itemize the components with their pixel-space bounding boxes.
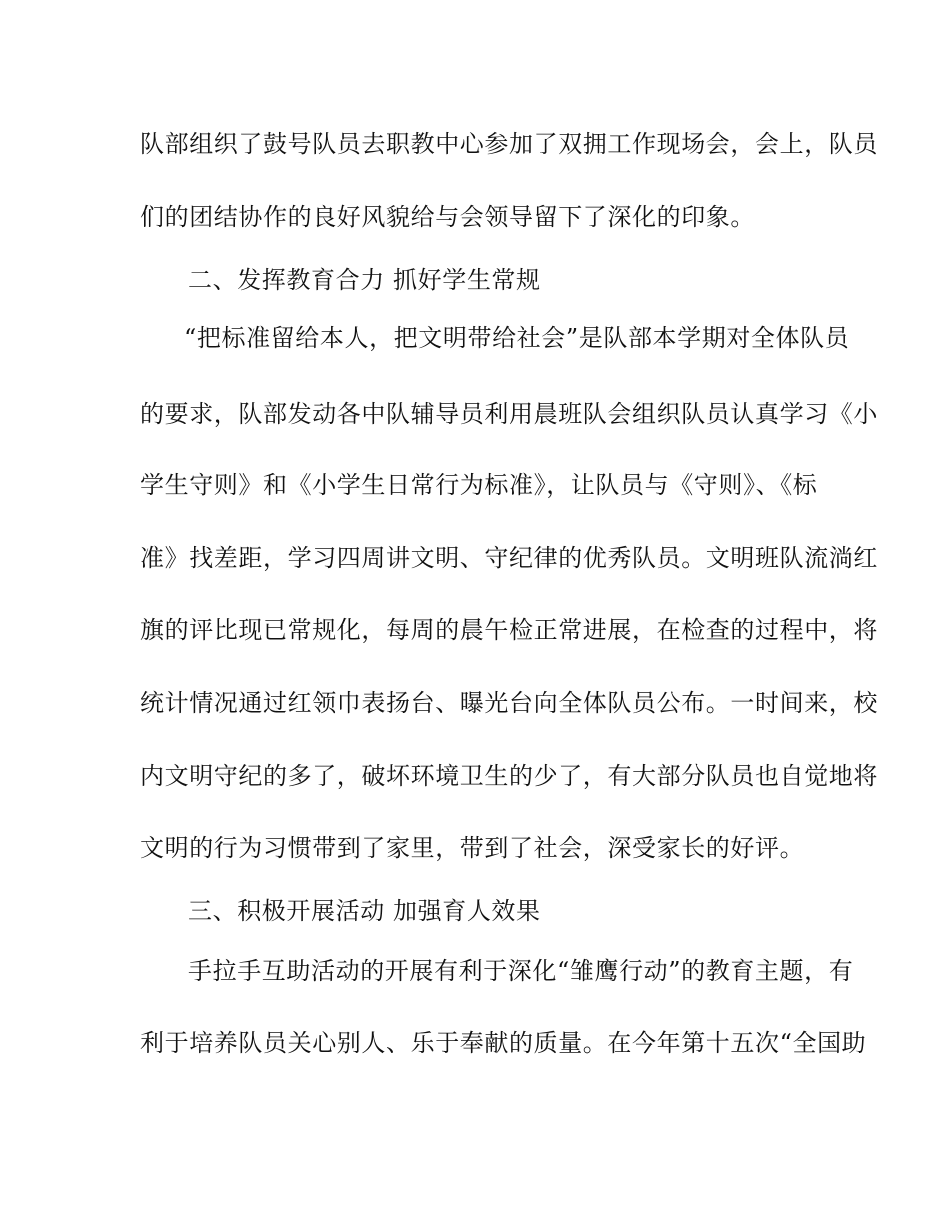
paragraph-first-line: 手拉手互助活动的开展有利于深化“雏鹰行动”的教育主题，有 — [188, 957, 854, 985]
text-line: 内文明守纪的多了，破坏环境卫生的少了，有大部分队员也自觉地将 — [140, 762, 878, 790]
text-line: 旗的评比现已常规化，每周的晨午检正常进展，在检查的过程中，将 — [140, 616, 878, 644]
paragraph-first-line: “把标准留给本人，把文明带给社会”是队部本学期对全体队员 — [184, 324, 850, 352]
text-line: 们的团结协作的良好风貌给与会领导留下了深化的印象。 — [140, 203, 755, 231]
section-heading: 三、积极开展活动 加强育人效果 — [188, 897, 541, 925]
text-line: 的要求，队部发动各中队辅导员利用晨班队会组织队员认真学习《小 — [140, 400, 878, 428]
text-line: 准》找差距，学习四周讲文明、守纪律的优秀队员。文明班队流淌红 — [140, 544, 878, 572]
text-line: 学生守则》和《小学生日常行为标准》，让队员与《守则》、《标 — [140, 471, 818, 499]
text-line: 文明的行为习惯带到了家里，带到了社会，深受家长的好评。 — [140, 834, 805, 862]
text-line: 利于培养队员关心别人、乐于奉献的质量。在今年第十五次“全国助 — [140, 1029, 867, 1057]
section-heading: 二、发挥教育合力 抓好学生常规 — [188, 266, 541, 294]
text-line: 队部组织了鼓号队员去职教中心参加了双拥工作现场会，会上，队员 — [140, 130, 878, 158]
text-line: 统计情况通过红领巾表扬台、曝光台向全体队员公布。一时间来，校 — [140, 689, 878, 717]
